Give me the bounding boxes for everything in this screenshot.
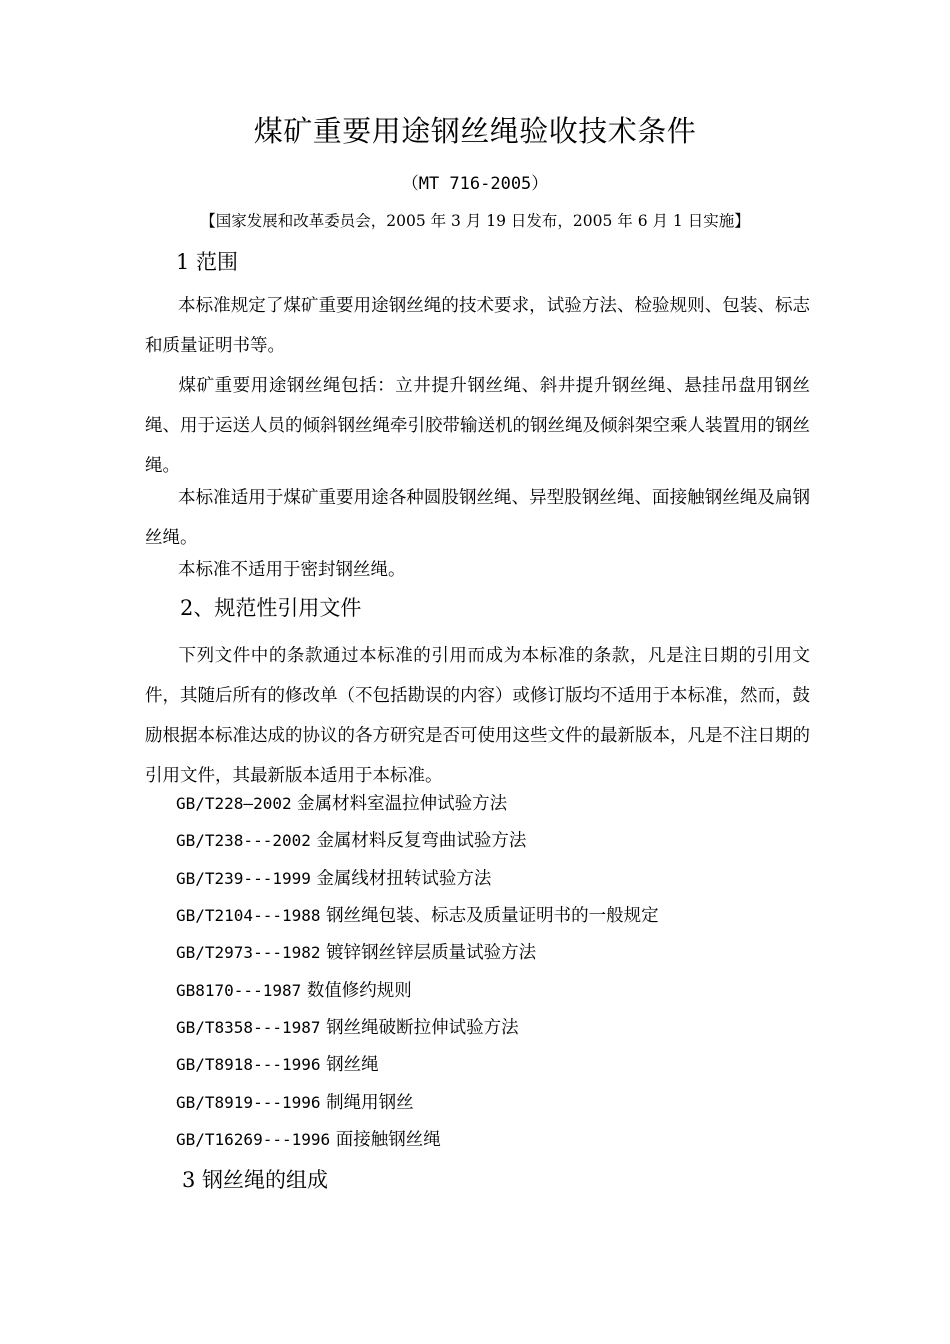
section-1-paragraph: 本标准适用于煤矿重要用途各种圆股钢丝绳、异型股钢丝绳、面接触钢丝绳及扁钢丝绳。 — [145, 488, 810, 548]
section-1-paragraph: 本标准规定了煤矿重要用途钢丝绳的技术要求，试验方法、检验规则、包装、标志和质量证明书等。 — [145, 296, 810, 356]
reference-item: GB/T8918---1996 钢丝绳 — [176, 1055, 379, 1075]
section-2-paragraph: 下列文件中的条款通过本标准的引用而成为本标准的条款，凡是注日期的引用文件，其随后所有的修改单（不包括勘误的内容）或修订版均不适用于本标准，然而，鼓励根据本标准达成的协议的各方研究是否可使用这些文件的最新版本，凡是不注日期的引用文件，其最新版本适用于本标准。 — [145, 646, 810, 786]
publication-info: 【国家发展和改革委员会，2005 年 3 月 19 日发布，2005 年 6 月 1 日实施】 — [200, 212, 750, 230]
section-1-paragraph: 本标准不适用于密封钢丝绳。 — [178, 560, 406, 580]
reference-item: GB8170---1987 数值修约规则 — [176, 981, 412, 1001]
section-3-heading: 3 钢丝绳的组成 — [182, 1168, 329, 1192]
section-1-heading: 1 范围 — [176, 250, 239, 274]
reference-item: GB/T2104---1988 钢丝绳包装、标志及质量证明书的一般规定 — [176, 906, 659, 926]
reference-item: GB/T239---1999 金属线材扭转试验方法 — [176, 869, 492, 889]
section-1-paragraph: 煤矿重要用途钢丝绳包括：立井提升钢丝绳、斜井提升钢丝绳、悬挂吊盘用钢丝绳、用于运送人员的倾斜钢丝绳牵引胶带输送机的钢丝绳及倾斜架空乘人装置用的钢丝绳。 — [145, 376, 810, 476]
standard-code: （MT 716-2005） — [401, 174, 549, 194]
document-title: 煤矿重要用途钢丝绳验收技术条件 — [253, 114, 697, 148]
reference-item: GB/T228—2002 金属材料室温拉伸试验方法 — [176, 794, 508, 814]
reference-item: GB/T8358---1987 钢丝绳破断拉伸试验方法 — [176, 1018, 519, 1038]
reference-item: GB/T8919---1996 制绳用钢丝 — [176, 1093, 414, 1113]
reference-item: GB/T16269---1996 面接触钢丝绳 — [176, 1130, 441, 1150]
section-2-heading: 2、规范性引用文件 — [180, 596, 362, 620]
reference-item: GB/T238---2002 金属材料反复弯曲试验方法 — [176, 831, 527, 851]
reference-item: GB/T2973---1982 镀锌钢丝锌层质量试验方法 — [176, 943, 537, 963]
